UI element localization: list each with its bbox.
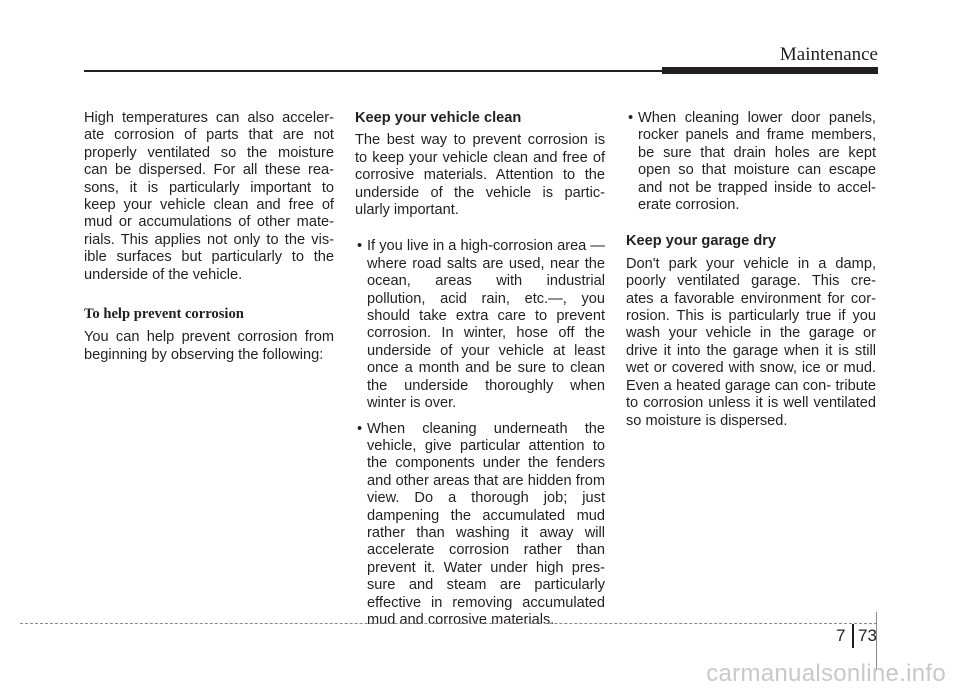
chapter-number: 7 bbox=[836, 626, 846, 645]
header-rule-accent bbox=[662, 67, 878, 74]
footer-rule bbox=[20, 623, 877, 624]
watermark: carmanualsonline.info bbox=[706, 660, 946, 687]
section-title: Maintenance bbox=[779, 44, 878, 65]
intro-paragraph: High temperatures can also acceler- ate corrosion of parts that are not properly ventilated so the moisture can be dispersed. For all these rea- sons, it is particularly important to keep your vehicle clean and free of mud or accumulations of other mate- rials. This applies not only to the vis- ible surfaces but particularly to the underside of the vehicle. bbox=[84, 110, 334, 283]
keep-clean-paragraph: The best way to prevent corrosion is to keep your vehicle clean and free of corrosive materials. Attention to the underside of the vehicle is partic- ularly important. bbox=[355, 132, 605, 219]
column-1 bbox=[84, 110, 334, 364]
garage-dry-paragraph: Don't park your vehicle in a damp, poorly ventilated garage. This cre- ates a favorable environment for cor- rosion. This is particularly true if you wash your vehicle in the garage or drive it into the garage when it is still wet or covered with snow, ice or mud. Even a heated garage can con- tribute to corrosion unless it is well ventilated so moisture is dispersed. bbox=[626, 255, 876, 429]
page-number-separator bbox=[852, 624, 854, 648]
prevent-corrosion-heading: To help prevent corrosion bbox=[84, 306, 244, 323]
page-number: 73 bbox=[858, 626, 877, 645]
column-3 bbox=[626, 110, 876, 430]
keep-clean-list bbox=[355, 238, 605, 629]
keep-clean-heading: Keep your vehicle clean bbox=[355, 110, 522, 126]
list-item: • When cleaning lower door panels, rocker panels and frame members, be sure that drain holes are kept open so that moisture can escape and not be trapped inside to accel- erate corrosion. bbox=[626, 110, 876, 214]
garage-dry-heading: Keep your garage dry bbox=[626, 233, 777, 250]
list-item: • When cleaning underneath the vehicle, give particular attention to the components under the fenders and other areas that are hidden from view. Do a thorough job; just dampening the accumulated mud rather than washing it away will accelerate corrosion rather than prevent it. Water under high pres- sure and steam are particularly effective in removing accumulated mud and corrosive materials. bbox=[355, 421, 605, 630]
header-rule bbox=[84, 70, 662, 72]
list-item: • If you live in a high-corrosion area — where road salts are used, near the ocean, areas with industrial pollution, acid rain, etc.—, you should take extra care to prevent corrosion. In winter, hose off the underside of your vehicle at least once a month and be sure to clean the underside thoroughly when winter is over. bbox=[355, 238, 605, 412]
prevent-corrosion-paragraph: You can help prevent corrosion from beginning by observing the following: bbox=[84, 329, 334, 363]
column-2 bbox=[355, 110, 605, 637]
